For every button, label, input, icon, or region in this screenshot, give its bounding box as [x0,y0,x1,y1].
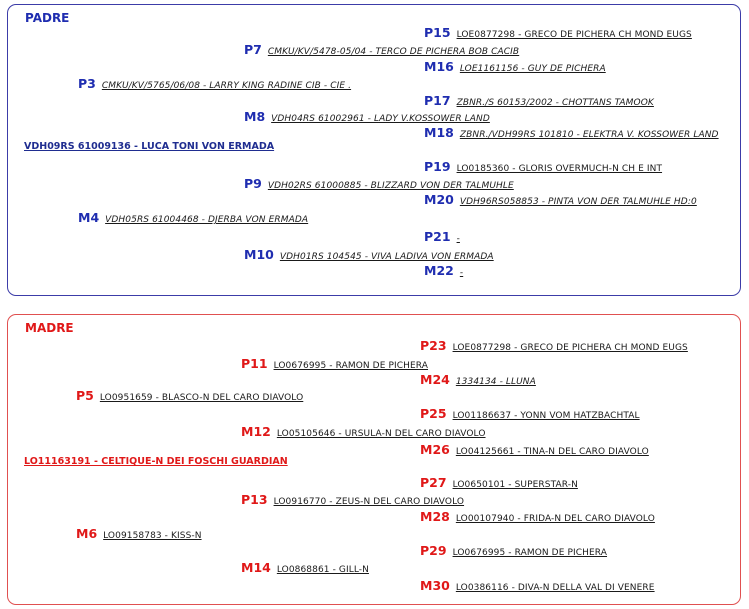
pedigree-entry-p23 [420,335,688,354]
dog-link[interactable]: CMKU/KV/5765/06/08 - LARRY KING RADINE CIB - CIE . [101,81,352,91]
pedigree-entry-m18 [424,122,719,141]
position-label: M22 [424,263,454,278]
dog-link[interactable]: LOE1161156 - GUY DE PICHERA [459,64,606,74]
position-label: M14 [241,560,271,575]
position-label: P13 [241,492,268,507]
pedigree-entry-m22 [424,260,463,279]
dog-link[interactable]: VDH96RS058853 - PINTA VON DER TALMUHLE HD:0 [459,197,697,207]
dog-link[interactable]: LO0386116 - DIVA-N DELLA VAL DI VENERE [455,583,655,593]
position-label: P5 [76,388,94,403]
pedigree-entry-m26 [420,439,649,458]
pedigree-entry-m20 [424,189,697,208]
dog-link[interactable]: LO0868861 - GILL-N [276,565,369,575]
pedigree-entry-m6 [76,523,202,542]
position-label: P11 [241,356,268,371]
dog-link[interactable]: CMKU/KV/5478-05/04 - TERCO DE PICHERA BOB CACIB [267,47,520,57]
dog-link[interactable]: LO0676995 - RAMON DE PICHERA [273,361,429,371]
pedigree-entry-m14 [241,557,369,576]
pedigree-entry-m30 [420,575,655,594]
position-label: P25 [420,406,447,421]
position-label: P7 [244,42,262,57]
dog-link[interactable]: LOE0877298 - GRECO DE PICHERA CH MOND EUGS [456,30,692,40]
dog-link[interactable]: LO0650101 - SUPERSTAR-N [452,480,578,490]
position-label: M6 [76,526,98,541]
position-label: M26 [420,442,450,457]
position-label: M30 [420,578,450,593]
dog-link[interactable]: VDH01RS 104545 - VIVA LADIVA VON ERMADA [279,252,494,262]
dog-link[interactable]: - [459,268,464,278]
pedigree-entry-m28 [420,506,655,525]
padre-root-dog-link[interactable]: VDH09RS 61009136 - LUCA TONI VON ERMADA [24,141,275,152]
position-label: P19 [424,159,451,174]
pedigree-entry-m4 [78,207,308,226]
pedigree-entry-p11 [241,353,428,372]
pedigree-entry-m24 [420,369,536,388]
padre-title: PADRE [25,11,70,25]
position-label: P3 [78,76,96,91]
position-label: M24 [420,372,450,387]
pedigree-entry-m16 [424,56,606,75]
dog-link[interactable]: LO04125661 - TINA-N DEL CARO DIAVOLO [455,447,649,457]
position-label: M20 [424,192,454,207]
dog-link[interactable]: ZBNR./S 60153/2002 - CHOTTANS TAMOOK [456,98,654,108]
position-label: P9 [244,176,262,191]
dog-link[interactable]: LO05105646 - URSULA-N DEL CARO DIAVOLO [276,429,486,439]
pedigree-entry-m12 [241,421,486,440]
pedigree-entry-p21 [424,226,460,245]
position-label: P21 [424,229,451,244]
position-label: M8 [244,109,266,124]
pedigree-entry-p25 [420,403,640,422]
dog-link[interactable]: 1334134 - LLUNA [455,377,536,387]
position-label: P15 [424,25,451,40]
position-label: M16 [424,59,454,74]
dog-link[interactable]: VDH04RS 61002961 - LADY V.KOSSOWER LAND [271,114,490,124]
position-label: M18 [424,125,454,140]
pedigree-entry-p5 [76,385,303,404]
dog-link[interactable]: LO0951659 - BLASCO-N DEL CARO DIAVOLO [99,393,304,403]
madre-root-dog-link[interactable]: LO11163191 - CELTIQUE-N DEI FOSCHI GUARDIAN [24,456,288,467]
dog-link[interactable]: ZBNR./VDH99RS 101810 - ELEKTRA V. KOSSOWER LAND [459,130,719,140]
dog-link[interactable]: LO00107940 - FRIDA-N DEL CARO DIAVOLO [455,514,655,524]
pedigree-entry-p3 [78,73,351,92]
dog-link[interactable]: LO09158783 - KISS-N [103,531,202,541]
dog-link[interactable]: LO0916770 - ZEUS-N DEL CARO DIAVOLO [273,497,465,507]
dog-link[interactable]: LO0676995 - RAMON DE PICHERA [452,548,608,558]
position-label: M10 [244,247,274,262]
dog-link[interactable]: - [456,234,460,244]
dog-link[interactable]: LO0185360 - GLORIS OVERMUCH-N CH E INT [456,164,663,174]
position-label: M12 [241,424,271,439]
position-label: P17 [424,93,451,108]
madre-title: MADRE [25,321,74,335]
position-label: M4 [78,210,100,225]
position-label: P23 [420,338,447,353]
dog-link[interactable]: VDH02RS 61000885 - BLIZZARD VON DER TALMUHLE [267,181,514,191]
dog-link[interactable]: LO01186637 - YONN VOM HATZBACHTAL [452,411,640,421]
dog-link[interactable]: LOE0877298 - GRECO DE PICHERA CH MOND EUGS [452,343,688,353]
position-label: M28 [420,509,450,524]
dog-link[interactable]: VDH05RS 61004468 - DJERBA VON ERMADA [105,215,309,225]
pedigree-entry-p29 [420,540,607,559]
position-label: P27 [420,475,447,490]
position-label: P29 [420,543,447,558]
